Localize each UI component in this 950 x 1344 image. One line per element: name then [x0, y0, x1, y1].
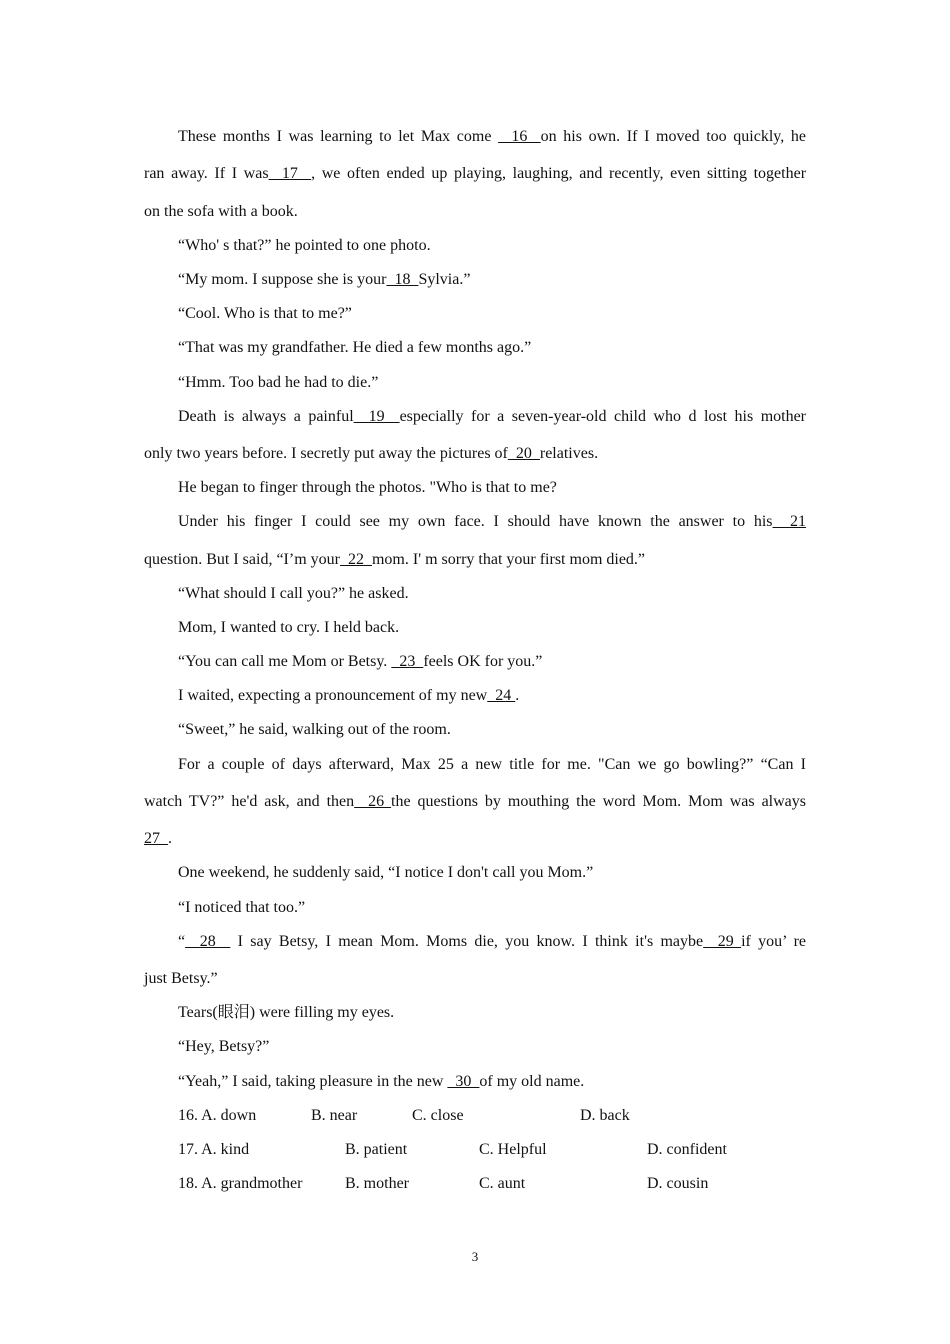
para-1-line-2: [144, 164, 806, 184]
blank-20: 20: [507, 445, 540, 462]
dialogue-call-me: [144, 652, 806, 672]
blank-28: 28: [185, 933, 231, 950]
dialogue-hmm: “Hmm. Too bad he had to die.”: [178, 374, 379, 391]
text: “Yeah,” I said, taking pleasure in the new: [178, 1073, 448, 1090]
dialogue-sweet: “Sweet,” he said, walking out of the room.: [178, 721, 451, 738]
option-c: C. Helpful: [479, 1141, 547, 1158]
para-couple-line-2: [144, 792, 806, 812]
text: “You can call me Mom or Betsy.: [178, 653, 392, 670]
para-tears: Tears(眼泪) were filling my eyes.: [178, 1004, 395, 1021]
text: “My mom. I suppose she is your: [178, 271, 387, 288]
blank-16: 16: [498, 128, 541, 145]
text: “: [178, 933, 186, 950]
option-b: B. patient: [345, 1141, 408, 1158]
para-couple-line-1: For a couple of days afterward, Max 25 a new title for me. "Can we go bowling?” “Can I: [178, 756, 806, 773]
dialogue-say-betsy-line-2: just Betsy.”: [144, 970, 218, 987]
blank-24: 24: [487, 687, 516, 704]
blank-17: 17: [268, 165, 312, 182]
para-under-line-2: [144, 550, 806, 570]
dialogue-say-betsy-line-1: [144, 932, 806, 952]
option-b: B. mother: [345, 1175, 409, 1192]
para-waited: [144, 686, 806, 706]
text: I waited, expecting a pronouncement of my new: [178, 687, 488, 704]
blank-26: 26: [354, 793, 392, 810]
option-a: 16. A. down: [178, 1107, 257, 1124]
text: Sylvia.”: [418, 271, 471, 288]
text: on his own. If I moved too quickly, he: [540, 128, 806, 145]
para-finger: He began to finger through the photos. "Who is that to me?: [178, 479, 557, 496]
blank-27: 27: [144, 830, 168, 847]
text: of my old name.: [479, 1073, 585, 1090]
text: the questions by mouthing the word Mom. Mom was always: [391, 793, 807, 810]
option-a: 17. A. kind: [178, 1141, 250, 1158]
text: watch TV?” he'd ask, and then: [144, 793, 355, 810]
option-c: C. aunt: [479, 1175, 526, 1192]
option-a: 18. A. grandmother: [178, 1175, 303, 1192]
text: These months I was learning to let Max come: [178, 128, 499, 145]
para-couple-line-3: [144, 829, 806, 849]
blank-23: 23: [391, 653, 424, 670]
text: I say Betsy, I mean Mom. Moms die, you know. I think it's maybe: [230, 933, 704, 950]
text: .: [515, 687, 520, 704]
para-weekend: One weekend, he suddenly said, “I notice I don't call you Mom.”: [178, 864, 594, 881]
blank-21: 21: [772, 513, 807, 530]
para-death-line-2: [144, 444, 806, 464]
text: Death is always a painful: [178, 408, 354, 425]
dialogue-yeah: [144, 1072, 806, 1092]
blank-22: 22: [339, 551, 372, 568]
text: ran away. If I was: [144, 165, 269, 182]
text: .: [168, 830, 172, 847]
page-number: 3: [471, 1249, 479, 1264]
dialogue-who-that: “Who' s that?” he pointed to one photo.: [178, 237, 431, 254]
dialogue-cool: “Cool. Who is that to me?”: [178, 305, 352, 322]
dialogue-noticed: “I noticed that too.”: [178, 899, 306, 916]
text: only two years before. I secretly put away the pictures of: [144, 445, 508, 462]
para-1-line-3: on the sofa with a book.: [144, 203, 298, 220]
blank-18: 18: [386, 271, 419, 288]
text: relatives.: [539, 445, 599, 462]
text: mom. I' m sorry that your first mom died.”: [371, 551, 646, 568]
para-death-line-1: [144, 407, 806, 427]
text: especially for a seven-year-old child who d lost his mother: [399, 408, 807, 425]
para-under-line-1: [144, 512, 806, 532]
option-d: D. cousin: [647, 1175, 709, 1192]
text: Under his finger I could see my own face. I should have known the answer to his: [178, 513, 773, 530]
option-d: D. back: [580, 1107, 630, 1124]
text: question. But I said, “I’m your: [144, 551, 340, 568]
text: feels OK for you.”: [423, 653, 543, 670]
dialogue-my-mom: [144, 270, 806, 290]
blank-29: 29: [703, 933, 742, 950]
blank-19: 19: [353, 408, 400, 425]
dialogue-what-call: “What should I call you?” he asked.: [178, 585, 409, 602]
dialogue-grandfather: “That was my grandfather. He died a few months ago.”: [178, 339, 532, 356]
option-b: B. near: [311, 1107, 358, 1124]
dialogue-hey: “Hey, Betsy?”: [178, 1038, 270, 1055]
option-c: C. close: [412, 1107, 464, 1124]
option-d: D. confident: [647, 1141, 727, 1158]
text: if you’ re: [741, 933, 807, 950]
blank-30: 30: [447, 1073, 480, 1090]
para-1-line-1: [144, 127, 806, 147]
para-mom-cry: Mom, I wanted to cry. I held back.: [178, 619, 400, 636]
text: , we often ended up playing, laughing, and recently, even sitting together: [311, 165, 807, 182]
